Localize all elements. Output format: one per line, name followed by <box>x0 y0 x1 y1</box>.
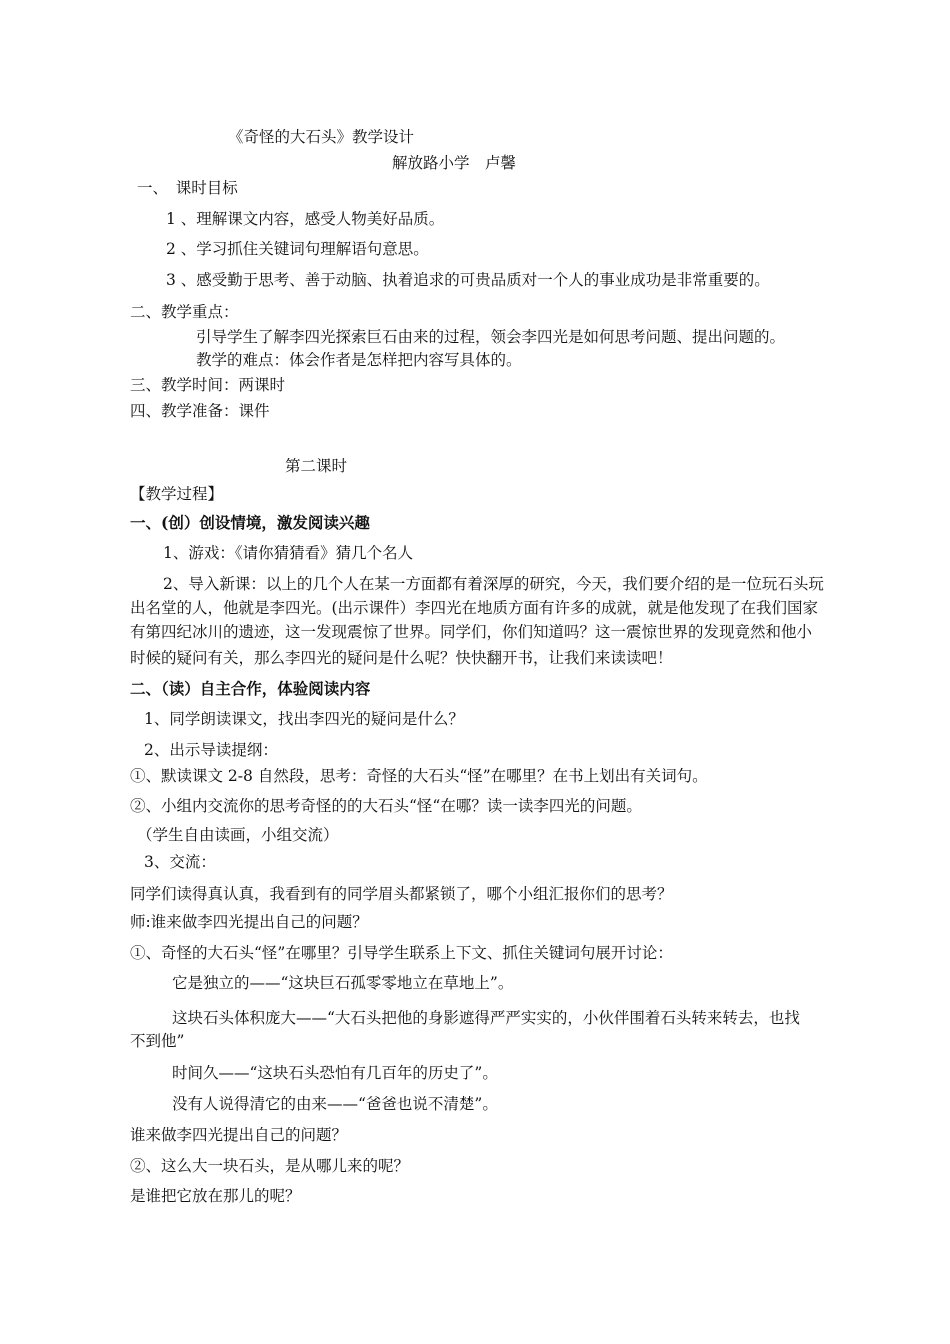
intro-line: 时候的疑问有关，那么李四光的疑问是什么呢？快快翻开书，让我们来读读吧！ <box>130 649 673 667</box>
body-line: ①、默读课文 2-8 自然段，思考：奇怪的大石头“怪”在哪里？在书上划出有关词句。 <box>130 767 708 785</box>
body-line: ①、奇怪的大石头“怪”在哪里？引导学生联系上下文、抓住关键词句展开讨论： <box>130 944 673 962</box>
body-line: （学生自由读画，小组交流） <box>137 826 339 844</box>
intro-line: 有第四纪冰川的遗迹，这一发现震惊了世界。同学们，你们知道吗？这一震惊世界的发现竟然和他小 <box>130 623 813 641</box>
focus-text: 引导学生了解李四光探索巨石由来的过程，领会李四光是如何思考问题、提出问题的。 <box>196 328 786 346</box>
section-time: 三、教学时间：两课时 <box>130 376 286 394</box>
section-heading-focus: 二、教学重点： <box>130 303 239 321</box>
document-title: 《奇怪的大石头》教学设计 <box>228 128 415 146</box>
body-line: 师:谁来做李四光提出自己的问题？ <box>130 913 368 931</box>
section-heading-goals: 一、 课时目标 <box>137 179 238 197</box>
goal-item: 1 、理解课文内容，感受人物美好品质。 <box>166 210 445 228</box>
body-line: 3、交流： <box>144 853 216 871</box>
process-heading: 【教学过程】 <box>130 485 224 503</box>
body-line: ②、这么大一块石头，是从哪儿来的呢？ <box>130 1157 410 1175</box>
body-line: 是谁把它放在那儿的呢？ <box>130 1187 301 1205</box>
lesson-heading: 第二课时 <box>285 457 348 475</box>
body-line: 这块石头体积庞大——“大石头把他的身影遮得严严实实的，小伙伴围着石头转来转去，也找 <box>172 1009 800 1027</box>
body-line: 同学们读得真认真，我看到有的同学眉头都紧锁了，哪个小组汇报你们的思考？ <box>130 885 673 903</box>
author-line: 解放路小学 卢馨 <box>392 154 517 172</box>
intro-line: 2、导入新课：以上的几个人在某一方面都有着深厚的研究，今天，我们要介绍的是一位玩石头玩 <box>163 575 824 593</box>
difficulty-text: 教学的难点：体会作者是怎样把内容写具体的。 <box>196 351 522 369</box>
body-line: 1、同学朗读课文，找出李四光的疑问是什么？ <box>144 710 464 728</box>
body-line: 2、出示导读提纲： <box>144 741 278 759</box>
game-line: 1、游戏：《请你猜猜看》猜几个名人 <box>163 544 414 562</box>
body-line: ②、小组内交流你的思考奇怪的的大石头“怪“在哪？读一读李四光的问题。 <box>130 797 642 815</box>
goal-item: 2 、学习抓住关键词句理解语句意思。 <box>166 240 429 258</box>
body-line: 不到他” <box>130 1032 185 1050</box>
part-heading: 一、(创）创设情境，激发阅读兴趣 <box>130 513 370 532</box>
section-prep: 四、教学准备：课件 <box>130 402 270 420</box>
body-line: 它是独立的——“这块巨石孤零零地立在草地上”。 <box>172 974 514 992</box>
body-line: 没有人说得清它的由来——“爸爸也说不清楚”。 <box>172 1095 498 1113</box>
goal-item: 3 、感受勤于思考、善于动脑、执着追求的可贵品质对一个人的事业成功是非常重要的。 <box>166 271 770 289</box>
intro-line: 出名堂的人，他就是李四光。(出示课件）李四光在地质方面有许多的成就，就是他发现了在我们国家 <box>130 599 819 617</box>
part-heading: 二、（读）自主合作，体验阅读内容 <box>130 679 371 698</box>
body-line: 时间久——“这块石头恐怕有几百年的历史了”。 <box>172 1064 498 1082</box>
body-line: 谁来做李四光提出自己的问题？ <box>130 1126 348 1144</box>
